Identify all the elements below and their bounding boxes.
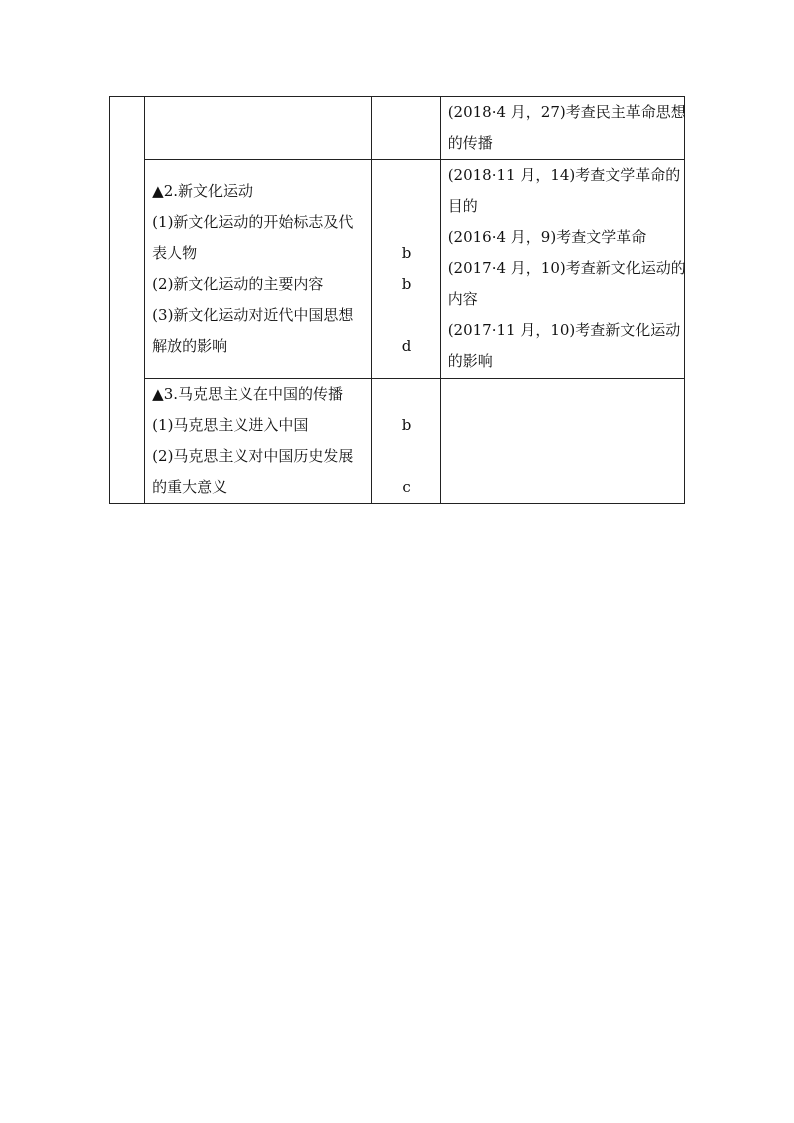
exam-line: (2018·4 月，27)考查民主革命思想: [447, 103, 686, 121]
exam-line: (2017·4 月，10)考查新文化运动的: [447, 259, 686, 277]
table-row: [110, 97, 685, 160]
topic-cell: [145, 97, 372, 160]
topic-line: (2)新文化运动的主要内容: [152, 275, 324, 293]
topic-line: (3)新文化运动对近代中国思想: [152, 306, 354, 324]
topic-line: 的重大意义: [152, 478, 228, 496]
unit-cell: [110, 97, 145, 504]
topic-line: (1)马克思主义进入中国: [152, 416, 309, 434]
level-cell: [372, 379, 440, 504]
level-value: b: [401, 275, 412, 293]
exam-line: (2018·11 月，14)考查文学革命的: [447, 166, 681, 184]
level-value: [379, 207, 433, 238]
level-value: d: [401, 337, 412, 355]
level-cell: [372, 160, 440, 379]
level-value: b: [401, 416, 412, 434]
table-row: [110, 160, 685, 379]
exam-line: 的影响: [447, 352, 493, 370]
exam-line: 目的: [447, 197, 478, 215]
topic-line: (1)新文化运动的开始标志及代: [152, 213, 354, 231]
level-value: [379, 379, 433, 410]
exam-line: (2016·4 月，9)考查文学革命: [447, 228, 647, 246]
level-value: b: [401, 244, 412, 262]
exam-cell: [440, 160, 684, 379]
topic-heading: ▲3.马克思主义在中国的传播: [152, 385, 344, 403]
level-value: [379, 441, 433, 472]
exam-cell: [440, 379, 684, 504]
topic-heading: ▲2.新文化运动: [152, 182, 254, 200]
curriculum-table: [109, 96, 685, 504]
topic-line: (2)马克思主义对中国历史发展: [152, 447, 354, 465]
topic-cell: [145, 379, 372, 504]
exam-line: 内容: [447, 290, 478, 308]
topic-line: 表人物: [152, 244, 198, 262]
level-value: c: [402, 478, 411, 496]
level-value: [379, 176, 433, 207]
topic-line: 解放的影响: [152, 337, 228, 355]
table-row: [110, 379, 685, 504]
level-cell: [372, 97, 440, 160]
level-value: [379, 300, 433, 331]
exam-line: (2017·11 月，10)考查新文化运动: [447, 321, 681, 339]
topic-cell: [145, 160, 372, 379]
exam-cell: [440, 97, 684, 160]
exam-line: 的传播: [447, 134, 493, 152]
